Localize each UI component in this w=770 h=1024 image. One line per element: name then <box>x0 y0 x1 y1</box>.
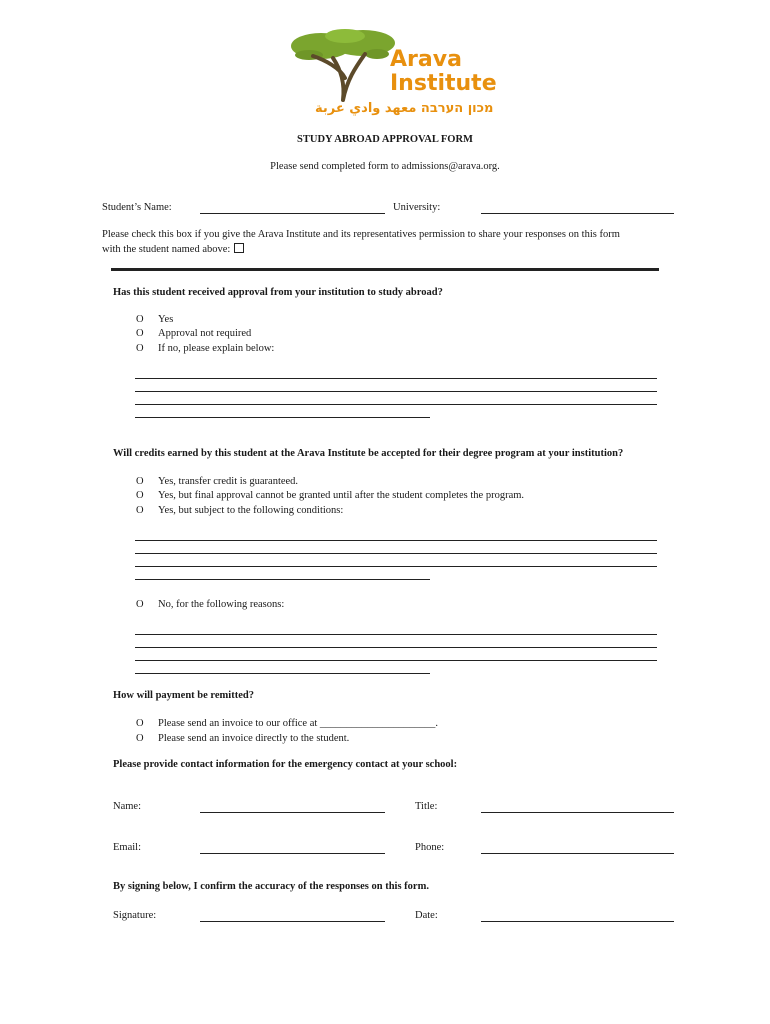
radio-marker[interactable]: O <box>136 328 144 339</box>
q3-question: How will payment be remitted? <box>113 690 254 701</box>
signature-label: Signature: <box>113 910 157 921</box>
contact-title-label: Title: <box>415 801 438 812</box>
logo <box>285 28 495 123</box>
q2-reasons-line[interactable] <box>135 660 657 661</box>
permission-row-2 <box>102 243 244 256</box>
date-field[interactable] <box>481 921 674 922</box>
q3-option-office-invoice[interactable] <box>136 717 438 730</box>
q1-explain-line[interactable] <box>135 404 657 405</box>
q1-option-no[interactable] <box>136 342 274 355</box>
student-name-label: Student’s Name: <box>102 202 172 213</box>
q2-conditions-line[interactable] <box>135 579 430 580</box>
contact-phone-label: Phone: <box>415 842 445 853</box>
q2-conditions-line[interactable] <box>135 540 657 541</box>
q2-question: Will credits earned by this student at the Arava Institute be accepted for their degree program at your institution? <box>113 448 624 459</box>
q2-conditions-line[interactable] <box>135 566 657 567</box>
q2-conditions-line[interactable] <box>135 553 657 554</box>
option-label: Yes, but final approval cannot be granted until after the student completes the program. <box>158 490 525 501</box>
option-label: Yes, transfer credit is guaranteed. <box>158 476 299 487</box>
contact-name-label: Name: <box>113 801 141 812</box>
option-label: Please send an invoice to our office at ______________________. <box>158 718 439 729</box>
permission-text-2: with the student named above: <box>102 244 231 255</box>
q1-explain-line[interactable] <box>135 391 657 392</box>
q2-option-no[interactable] <box>136 598 284 611</box>
radio-marker[interactable]: O <box>136 733 144 744</box>
radio-marker[interactable]: O <box>136 718 144 729</box>
permission-checkbox[interactable] <box>234 243 244 253</box>
permission-text-1: Please check this box if you give the Arava Institute and its representatives permission to share your responses on this form <box>102 229 620 240</box>
contact-email-field[interactable] <box>200 853 385 854</box>
option-label: Yes <box>158 314 174 325</box>
q3-option-student-invoice[interactable] <box>136 732 349 745</box>
radio-marker[interactable]: O <box>136 314 144 325</box>
contact-title-field[interactable] <box>481 812 674 813</box>
radio-marker[interactable]: O <box>136 505 144 516</box>
q1-question: Has this student received approval from your institution to study abroad? <box>113 287 443 298</box>
q2-option-final-approval[interactable] <box>136 489 524 502</box>
q2-reasons-line[interactable] <box>135 634 657 635</box>
q2-reasons-line[interactable] <box>135 647 657 648</box>
signature-field[interactable] <box>200 921 385 922</box>
option-label: Please send an invoice directly to the student. <box>158 733 350 744</box>
date-label: Date: <box>415 910 438 921</box>
option-label: Yes, but subject to the following conditions: <box>158 505 344 516</box>
section-divider <box>111 268 659 271</box>
contact-email-label: Email: <box>113 842 141 853</box>
logo-subtitle: מכון הערבה معهد وادي عربة <box>315 101 494 116</box>
q1-option-yes[interactable] <box>136 313 173 326</box>
logo-wordmark-institute: Institute <box>390 71 497 96</box>
university-field[interactable] <box>481 213 674 214</box>
student-name-field[interactable] <box>200 213 385 214</box>
radio-marker[interactable]: O <box>136 490 144 501</box>
contact-heading: Please provide contact information for the emergency contact at your school: <box>113 759 458 770</box>
signature-confirm: By signing below, I confirm the accuracy of the responses on this form. <box>113 881 429 892</box>
q2-option-guaranteed[interactable] <box>136 475 298 488</box>
option-label: If no, please explain below: <box>158 343 275 354</box>
radio-marker[interactable]: O <box>136 599 144 610</box>
logo-wordmark-arava: Arava <box>390 47 462 72</box>
option-label: Approval not required <box>158 328 252 339</box>
radio-marker[interactable]: O <box>136 476 144 487</box>
q2-option-conditions[interactable] <box>136 504 343 517</box>
q2-reasons-line[interactable] <box>135 673 430 674</box>
option-label: No, for the following reasons: <box>158 599 285 610</box>
form-title: STUDY ABROAD APPROVAL FORM <box>297 134 473 145</box>
contact-phone-field[interactable] <box>481 853 674 854</box>
radio-marker[interactable]: O <box>136 343 144 354</box>
university-label: University: <box>393 202 441 213</box>
q1-explain-line[interactable] <box>135 378 657 379</box>
instruction: Please send completed form to admissions@arava.org. <box>270 161 500 172</box>
q1-explain-line[interactable] <box>135 417 430 418</box>
q1-option-not-required[interactable] <box>136 327 251 340</box>
contact-name-field[interactable] <box>200 812 385 813</box>
